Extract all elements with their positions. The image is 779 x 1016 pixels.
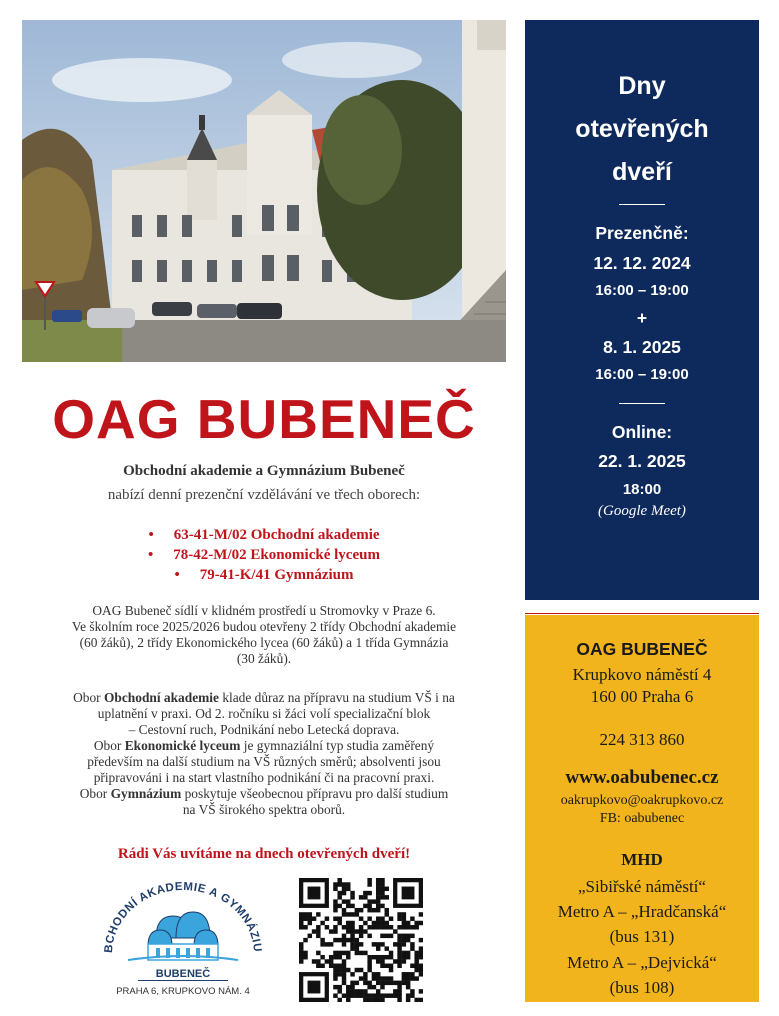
transport-bus: (bus 108) <box>609 978 675 997</box>
online-platform-note: (Google Meet) <box>598 503 686 519</box>
transport-stop: Metro A – „Dejvická“ <box>567 953 717 972</box>
program-item: • 79-41-K/41 Gymnázium <box>22 565 506 585</box>
open-days-panel <box>525 20 759 600</box>
text-line: Obor Obchodní akademie klade důraz na přípravu na studium VŠ i na <box>73 690 455 705</box>
intro-text: nabízí denní prezenční vzdělávání ve třech oborech: <box>107 487 421 503</box>
website-link[interactable]: www.oabubenec.cz <box>565 767 719 788</box>
text-line: – Cestovní ruch, Podnikání nebo Letecká doprava. <box>128 722 400 737</box>
transport-stop: Metro A – „Hradčanská“ <box>557 902 727 921</box>
open-days-heading: Dny otevřených dveří <box>575 72 709 186</box>
text-line: především na další studium na VŠ různých směrů; absolventi jsou <box>87 754 441 769</box>
text-line: Obor Ekonomické lyceum je gymnaziální typ studia zaměřený <box>93 738 435 753</box>
contact-street: Krupkovo náměstí 4 <box>572 665 712 684</box>
contact-phone[interactable]: 224 313 860 <box>599 730 685 749</box>
qr-code[interactable] <box>299 878 423 1002</box>
text-line: Obor Gymnázium poskytuje všeobecnou přípravu pro další studium <box>79 786 449 801</box>
program-list <box>22 525 506 585</box>
facebook-link[interactable]: FB: oabubenec <box>599 811 685 826</box>
date-2: 8. 1. 2025 <box>603 337 681 357</box>
plus-sign: + <box>636 308 648 328</box>
welcome-message: Rádi Vás uvítáme na dnech otevřených dveří! <box>117 846 411 862</box>
program-item: • 78-42-M/02 Ekonomické lyceum <box>22 545 506 565</box>
program-item: • 63-41-M/02 Obchodní akademie <box>22 525 506 545</box>
text-line: na VŠ širokého spektra oborů. <box>182 802 346 817</box>
text-line: uplatnění v praxi. Od 2. ročníku si žáci volí specializační blok <box>97 706 431 721</box>
transport-label: MHD <box>621 850 663 869</box>
svg-text:OBCHODNÍ AKADEMIE A GYMNÁZIUM: BCHODNÍ AKADEMIE A GYMNÁZIU <box>102 880 264 954</box>
contact-panel <box>525 615 759 1002</box>
online-label: Online: <box>611 422 673 442</box>
transport-stop: „Sibiřské náměstí“ <box>578 877 706 896</box>
divider-line <box>619 403 665 404</box>
svg-text:PRAHA 6, KRUPKOVO NÁM. 4: PRAHA 6, KRUPKOVO NÁM. 4 <box>116 986 250 997</box>
panel-divider <box>525 613 759 614</box>
text-line: připravováni i na start vlastního podnikání či na pracovní praxi. <box>93 770 435 785</box>
page-title: OAG BUBENEČ <box>52 388 476 450</box>
time-3: 18:00 <box>622 481 662 498</box>
school-building-photo <box>22 20 506 362</box>
inperson-label: Prezenčně: <box>595 223 689 243</box>
date-3: 22. 1. 2025 <box>598 451 686 471</box>
programs-description-paragraph <box>22 690 506 818</box>
school-info-paragraph <box>22 603 506 667</box>
email-link[interactable]: oakrupkovo@oakrupkovo.cz <box>560 793 724 808</box>
date-1: 12. 12. 2024 <box>593 253 691 273</box>
svg-text:BUBENEČ: BUBENEČ <box>155 968 211 980</box>
text-line: OAG Bubeneč sídlí v klidném prostředí u Stromovky v Praze 6. <box>92 603 436 618</box>
text-line: (30 žáků). <box>236 651 292 666</box>
contact-school-name: OAG BUBENEČ <box>576 639 708 659</box>
time-2: 16:00 – 19:00 <box>595 366 689 383</box>
contact-city: 160 00 Praha 6 <box>590 687 694 706</box>
school-full-name: Obchodní akademie a Gymnázium Bubeneč <box>123 463 405 479</box>
text-line: (60 žáků), 2 třídy Ekonomického lycea (60 žáků) a 1 třída Gymnázia <box>79 635 449 650</box>
divider-line <box>619 204 665 205</box>
time-1: 16:00 – 19:00 <box>595 282 689 299</box>
text-line: Ve školním roce 2025/2026 budou otevřeny 2 třídy Obchodní akademie <box>71 619 457 634</box>
transport-bus: (bus 131) <box>609 927 675 946</box>
school-logo <box>98 876 268 1000</box>
